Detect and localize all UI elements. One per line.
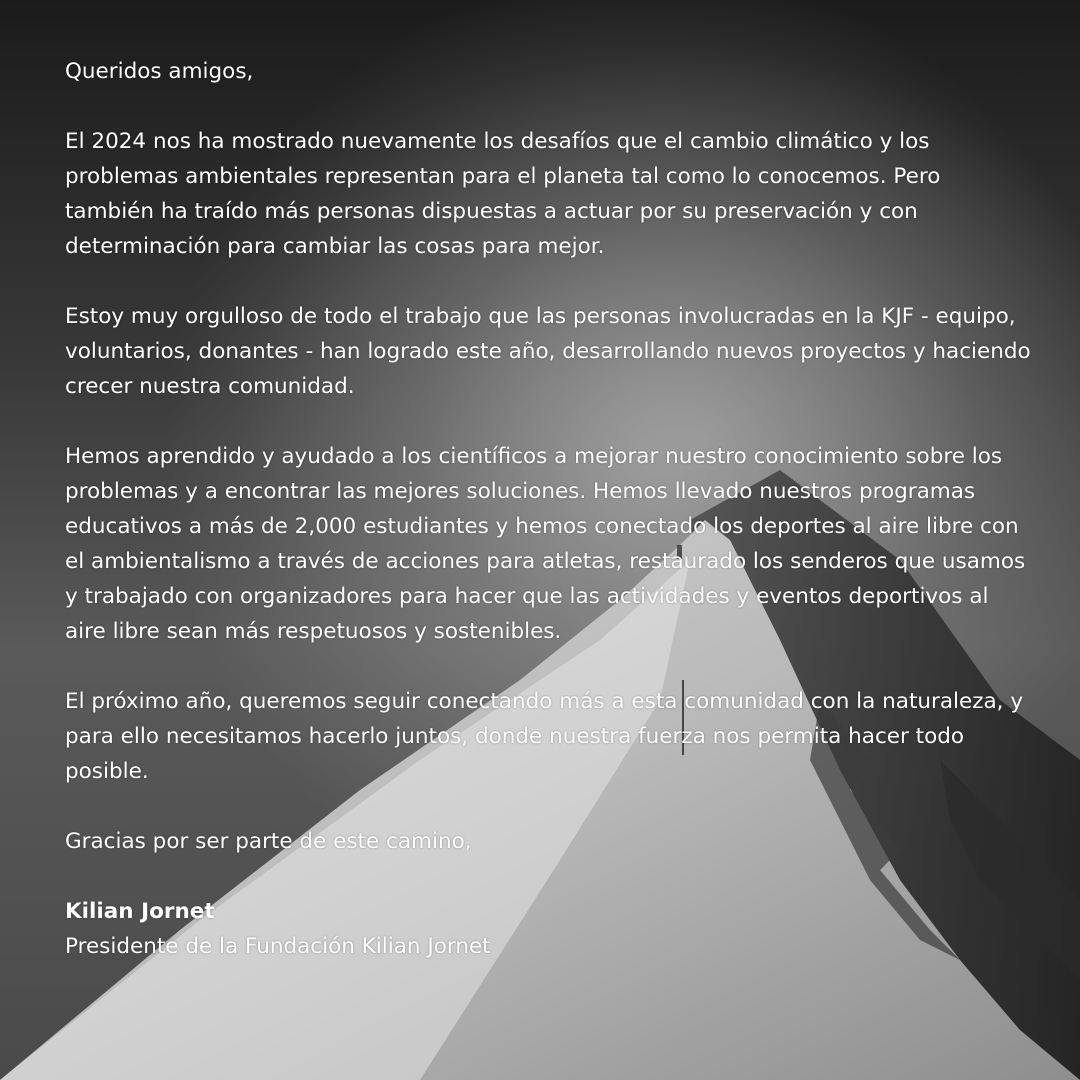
letter-body (65, 54, 1035, 964)
letter-paragraph: El 2024 nos ha mostrado nuevamente los desafíos que el cambio climático y los problemas ambientales representan para el planeta tal como lo conocemos. Pero también ha traído más personas dispuestas a actuar por su preservación y con determinación para cambiar las cosas para mejor. (65, 129, 941, 259)
signature-title: Presidente de la Fundación Kilian Jornet (65, 934, 491, 959)
letter-greeting: Queridos amigos, (65, 59, 254, 84)
letter-paragraph: Estoy muy orgulloso de todo el trabajo que las personas involucradas en la KJF - equipo, voluntarios, donantes - han logrado este año, desarrollando nuevos proyectos y haciendo crecer nuestra comunidad. (65, 304, 1031, 399)
letter-paragraph: El próximo año, queremos seguir conectando más a esta comunidad con la naturaleza, y para ello necesitamos hacerlo juntos, donde nuestra fuerza nos permita hacer todo posible. (65, 689, 1024, 784)
letter-closing: Gracias por ser parte de este camino, (65, 829, 472, 854)
letter-paragraph: Hemos aprendido y ayudado a los científicos a mejorar nuestro conocimiento sobre los problemas y a encontrar las mejores soluciones. Hemos llevado nuestros programas educativos a más de 2,000 estudiantes y hemos conectado los deportes al aire libre con el ambientalismo a través de acciones para atletas, restaurado los senderos que usamos y trabajado con organizadores para hacer que las actividades y eventos deportivos al aire libre sean más respetuosos y sostenibles. (65, 444, 1026, 644)
signature-name: Kilian Jornet (65, 899, 215, 924)
